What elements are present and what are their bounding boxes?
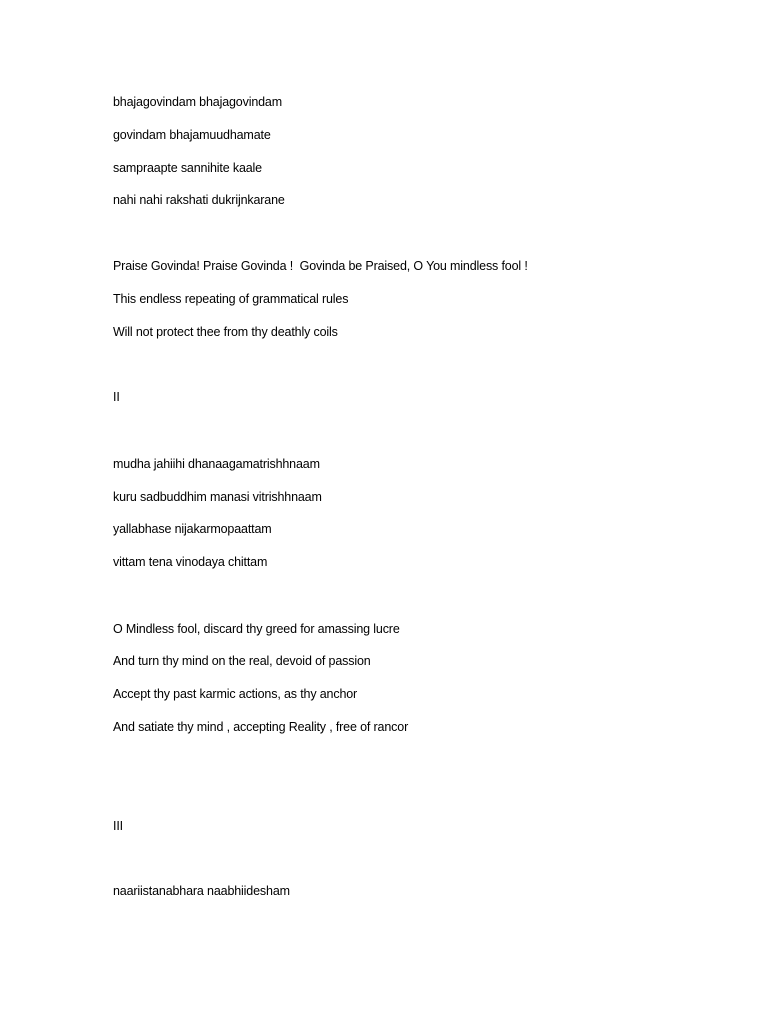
verse2-numeral: II — [113, 390, 120, 404]
verse1-translation-line-1: Praise Govinda! Praise Govinda ! Govinda be Praised, O You mindless fool ! — [113, 259, 528, 273]
verse3-sanskrit-line-1: naariistanabhara naabhiidesham — [113, 884, 290, 898]
verse2-translation-line-2: And turn thy mind on the real, devoid of passion — [113, 654, 371, 668]
verse3-numeral: III — [113, 819, 123, 833]
verse1-sanskrit-line-4: nahi nahi rakshati dukrijnkarane — [113, 193, 285, 207]
verse2-sanskrit-line-1: mudha jahiihi dhanaagamatrishhnaam — [113, 457, 320, 471]
verse1-translation-line-3: Will not protect thee from thy deathly coils — [113, 325, 338, 339]
verse1-sanskrit-line-1: bhajagovindam bhajagovindam — [113, 95, 282, 109]
verse2-sanskrit-line-3: yallabhase nijakarmopaattam — [113, 522, 272, 536]
verse2-sanskrit-line-4: vittam tena vinodaya chittam — [113, 555, 268, 569]
verse2-sanskrit-line-2: kuru sadbuddhim manasi vitrishhnaam — [113, 490, 322, 504]
verse1-sanskrit-line-2: govindam bhajamuudhamate — [113, 128, 271, 142]
verse1-sanskrit-line-3: sampraapte sannihite kaale — [113, 161, 262, 175]
verse2-translation-line-3: Accept thy past karmic actions, as thy anchor — [113, 687, 358, 701]
verse2-translation-line-4: And satiate thy mind , accepting Reality , free of rancor — [113, 720, 409, 734]
verse1-translation-line-2: This endless repeating of grammatical rules — [113, 292, 349, 306]
verse2-translation-line-1: O Mindless fool, discard thy greed for amassing lucre — [113, 622, 400, 636]
